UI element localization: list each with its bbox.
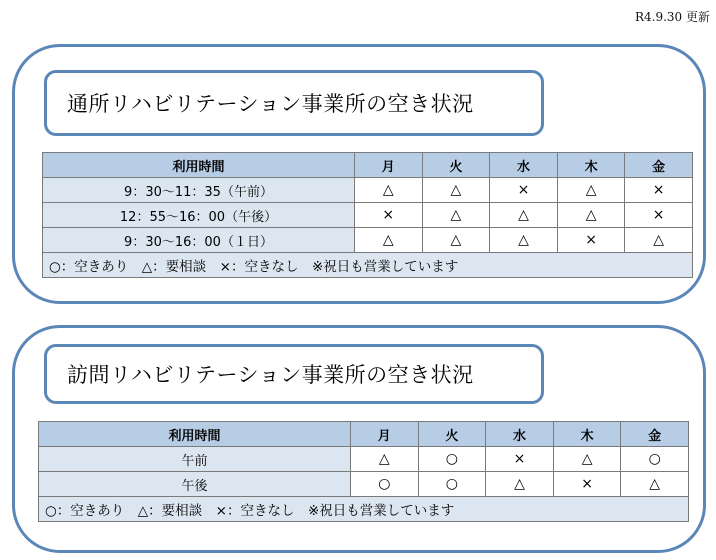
time-slot: 午前	[39, 447, 351, 472]
availability-mark: ×	[625, 203, 693, 228]
updated-date: R4.9.30 更新	[634, 10, 710, 24]
availability-mark: ×	[553, 472, 621, 497]
table-row	[43, 228, 693, 253]
time-header: 利用時間	[43, 153, 355, 178]
day-care-title: 通所リハビリテーション事業所の空き状況	[44, 70, 544, 136]
legend-text: ○：空きあり △：要相談 ×：空きなし ※祝日も営業しています	[39, 497, 689, 522]
availability-mark: ○	[418, 447, 486, 472]
table-row	[39, 472, 689, 497]
availability-mark: △	[351, 447, 419, 472]
home-visit-panel	[12, 325, 706, 553]
availability-mark: △	[486, 472, 554, 497]
table-header-row	[43, 153, 693, 178]
day-header: 月	[355, 153, 423, 178]
availability-mark: ○	[418, 472, 486, 497]
availability-mark: △	[557, 178, 625, 203]
availability-mark: △	[490, 228, 558, 253]
availability-mark: ×	[557, 228, 625, 253]
time-slot: 9：30～11：35（午前）	[43, 178, 355, 203]
day-header: 木	[553, 422, 621, 447]
home-visit-table	[38, 421, 689, 522]
availability-mark: ○	[351, 472, 419, 497]
day-header: 木	[557, 153, 625, 178]
time-slot: 午後	[39, 472, 351, 497]
availability-mark: △	[355, 178, 423, 203]
legend-row	[39, 497, 689, 522]
table-row	[39, 447, 689, 472]
day-header: 火	[422, 153, 490, 178]
table-row	[43, 178, 693, 203]
time-slot: 9：30～16：00（１日）	[43, 228, 355, 253]
availability-mark: △	[557, 203, 625, 228]
day-care-panel	[12, 44, 706, 304]
availability-mark: ×	[355, 203, 423, 228]
availability-mark: △	[355, 228, 423, 253]
availability-mark: ×	[490, 178, 558, 203]
day-header: 水	[490, 153, 558, 178]
availability-mark: ×	[486, 447, 554, 472]
day-header: 月	[351, 422, 419, 447]
legend-text: ○：空きあり △：要相談 ×：空きなし ※祝日も営業しています	[43, 253, 693, 278]
day-header: 火	[418, 422, 486, 447]
legend-row	[43, 253, 693, 278]
availability-mark: ○	[621, 447, 689, 472]
availability-mark: ×	[625, 178, 693, 203]
availability-mark: △	[422, 228, 490, 253]
top-rule	[0, 0, 716, 2]
availability-mark: △	[422, 203, 490, 228]
day-header: 金	[625, 153, 693, 178]
availability-mark: △	[553, 447, 621, 472]
availability-mark: △	[490, 203, 558, 228]
availability-mark: △	[621, 472, 689, 497]
time-slot: 12：55～16：00（午後）	[43, 203, 355, 228]
time-header: 利用時間	[39, 422, 351, 447]
table-row	[43, 203, 693, 228]
home-visit-title: 訪問リハビリテーション事業所の空き状況	[44, 344, 544, 404]
availability-mark: △	[625, 228, 693, 253]
day-header: 金	[621, 422, 689, 447]
day-header: 水	[486, 422, 554, 447]
day-care-table	[42, 152, 693, 278]
table-header-row	[39, 422, 689, 447]
availability-mark: △	[422, 178, 490, 203]
